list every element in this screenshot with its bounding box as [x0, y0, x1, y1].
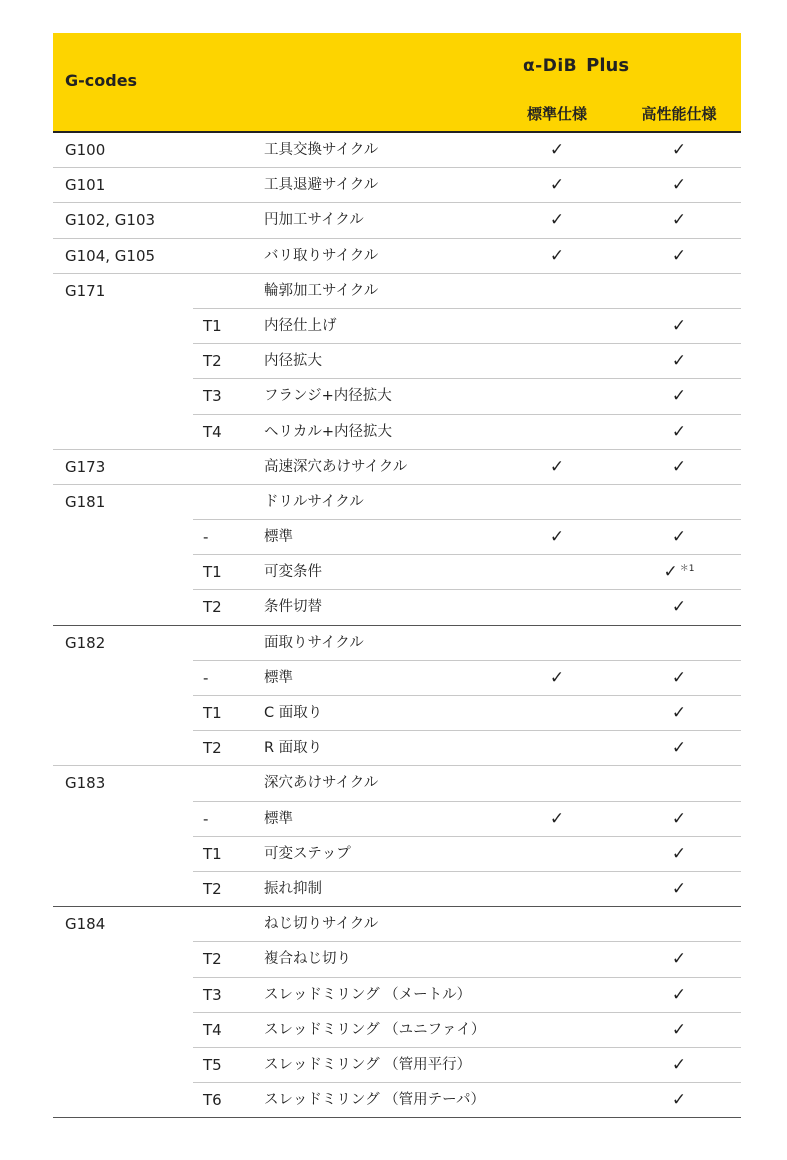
check-mark: ✓ — [671, 421, 687, 442]
standard-check-cell: ✓ — [549, 245, 565, 266]
cycle-name-cell: 深穴あけサイクル — [264, 775, 379, 792]
table-row — [53, 415, 741, 450]
standard-check-cell — [523, 485, 591, 520]
check-mark: ✓ — [671, 808, 687, 829]
high-performance-check-cell — [633, 415, 725, 450]
type-cell: T6 — [203, 1091, 222, 1110]
type-cell: T1 — [203, 844, 222, 863]
type-cell: T2 — [203, 598, 222, 617]
high-performance-check-cell — [633, 802, 725, 837]
high-performance-check-cell — [633, 731, 725, 766]
cycle-name-cell: スレッドミリング （ユニファイ） — [264, 1021, 486, 1038]
cycle-name-cell: R 面取り — [264, 740, 323, 757]
high-performance-check-cell — [633, 274, 725, 309]
check-mark: ✓ — [671, 386, 687, 407]
cycle-name-cell: 輪郭加工サイクル — [264, 282, 379, 299]
table-row — [53, 203, 741, 238]
table-row — [53, 802, 741, 837]
table-row — [53, 661, 741, 696]
type-cell: T1 — [203, 316, 222, 335]
check-mark: ✓ — [671, 210, 687, 231]
table-row — [53, 1083, 741, 1118]
standard-check-cell — [523, 555, 591, 590]
check-mark: ✓ — [671, 1090, 687, 1111]
standard-check-cell — [523, 1048, 591, 1083]
table-row — [53, 942, 741, 977]
cycle-name-cell: 内径拡大 — [264, 353, 322, 370]
standard-check-cell — [523, 626, 591, 661]
check-mark: ✓ — [671, 175, 687, 196]
check-mark: ✓ — [671, 949, 687, 970]
cycle-name-cell: 工具交換サイクル — [264, 142, 379, 158]
table-row — [53, 485, 741, 520]
table-row — [53, 590, 741, 625]
high-performance-check-cell — [633, 696, 725, 731]
table-row — [53, 978, 741, 1013]
cycle-name-cell: 条件切替 — [264, 599, 322, 616]
high-performance-check-cell — [633, 837, 725, 872]
high-performance-check-cell — [633, 133, 725, 168]
check-mark: ✓ — [671, 878, 687, 899]
high-performance-check-cell — [633, 309, 725, 344]
cycle-name-cell: ねじ切りサイクル — [264, 916, 379, 933]
gcode-cell: G173 — [65, 457, 106, 476]
type-cell: - — [203, 668, 209, 687]
cycle-name-cell: バリ取りサイクル — [264, 247, 379, 264]
check-mark: ✓ — [671, 351, 687, 372]
table-row — [53, 1013, 741, 1048]
check-mark: ✓ — [671, 527, 687, 548]
cycle-name-cell: C 面取り — [264, 705, 323, 721]
check-mark: ✓ — [671, 703, 687, 723]
table-row — [53, 239, 741, 274]
cycle-name-cell: 高速深穴あけサイクル — [264, 458, 408, 475]
high-performance-check-cell — [633, 555, 725, 590]
product-name — [523, 55, 629, 76]
table-row — [53, 344, 741, 379]
table-row — [53, 168, 741, 203]
type-cell: T5 — [203, 1055, 222, 1074]
type-cell: T4 — [203, 1020, 222, 1039]
standard-check-cell — [523, 942, 591, 977]
standard-check-cell — [523, 344, 591, 379]
cycle-name-cell: スレッドミリング （メートル） — [264, 986, 472, 1003]
check-mark: ✓ — [671, 843, 687, 864]
gcode-cell: G102, G103 — [65, 211, 156, 230]
standard-check-cell — [523, 379, 591, 414]
table-header — [53, 33, 741, 133]
type-cell: T4 — [203, 422, 222, 441]
standard-check-cell — [523, 415, 591, 450]
standard-check-cell: ✓ — [549, 456, 565, 477]
type-cell: T1 — [203, 563, 222, 582]
table-row — [53, 133, 741, 168]
high-performance-check-cell — [633, 450, 725, 485]
cycle-name-cell: 標準 — [264, 669, 293, 686]
table-row — [53, 555, 741, 590]
gcode-cell: G181 — [65, 492, 106, 511]
high-performance-check-cell — [633, 379, 725, 414]
table-row — [53, 907, 741, 942]
type-cell: T2 — [203, 879, 222, 898]
high-performance-check-cell — [633, 520, 725, 555]
high-performance-check-cell — [633, 626, 725, 661]
high-performance-check-cell — [633, 907, 725, 942]
table-row — [53, 696, 741, 731]
cycle-name-cell: 振れ抑制 — [264, 880, 322, 897]
check-mark: ✓ — [671, 245, 687, 266]
high-performance-check-cell — [633, 661, 725, 696]
check-mark: ✓ — [671, 1054, 687, 1075]
standard-check-cell — [523, 872, 591, 907]
cycle-name-cell: 面取りサイクル — [264, 634, 364, 651]
high-performance-check-cell — [633, 766, 725, 801]
standard-check-cell — [523, 731, 591, 766]
check-mark: ✓ — [671, 456, 687, 477]
standard-check-cell — [523, 978, 591, 1013]
gcode-cell: G184 — [65, 915, 106, 934]
check-mark: ✓ — [671, 315, 687, 336]
high-performance-check-cell — [633, 872, 725, 907]
high-performance-check-cell — [633, 168, 725, 203]
check-mark: ✓ — [671, 1019, 687, 1040]
table-body — [53, 133, 741, 1118]
gcode-cell: G100 — [65, 141, 106, 159]
gcode-cell: G171 — [65, 281, 106, 300]
standard-check-cell: ✓ — [549, 527, 565, 548]
type-cell: T2 — [203, 352, 222, 371]
standard-check-cell: ✓ — [549, 175, 565, 196]
type-cell: T3 — [203, 985, 222, 1004]
cycle-name-cell: 円加工サイクル — [264, 212, 364, 229]
table-row — [53, 731, 741, 766]
table-row — [53, 379, 741, 414]
cycle-name-cell: スレッドミリング （管用テーパ） — [264, 1092, 485, 1109]
high-performance-check-cell — [633, 344, 725, 379]
standard-check-cell — [523, 590, 591, 625]
standard-check-cell — [523, 766, 591, 801]
type-cell: T2 — [203, 739, 222, 758]
standard-check-cell: ✓ — [549, 667, 565, 688]
high-performance-check-cell — [633, 978, 725, 1013]
gcode-cell: G182 — [65, 633, 106, 652]
table-row — [53, 872, 741, 907]
check-mark: ✓ — [671, 738, 687, 759]
high-performance-check-cell — [633, 1013, 725, 1048]
check-mark: ✓ — [671, 597, 687, 618]
product-logo: α-DiB — [523, 55, 578, 76]
cycle-name-cell: スレッドミリング （管用平行） — [264, 1056, 472, 1073]
gcode-spec-table — [53, 33, 741, 1118]
high-performance-check-cell — [633, 239, 725, 274]
table-row — [53, 837, 741, 872]
table-row — [53, 309, 741, 344]
gcodes-column-header: G-codes — [65, 71, 138, 90]
standard-check-cell: ✓ — [549, 210, 565, 231]
cycle-name-cell: 標準 — [264, 810, 293, 827]
type-cell: T3 — [203, 387, 222, 406]
check-mark: ✓ — [663, 562, 678, 583]
standard-check-cell — [523, 696, 591, 731]
check-mark: ✓ — [671, 140, 687, 160]
standard-check-cell — [523, 274, 591, 309]
type-cell: - — [203, 809, 209, 828]
high-performance-check-cell — [633, 590, 725, 625]
type-cell: - — [203, 528, 209, 547]
standard-check-cell — [523, 907, 591, 942]
standard-check-cell — [523, 837, 591, 872]
table-row — [53, 1048, 741, 1083]
product-suffix: Plus — [586, 55, 630, 76]
cycle-name-cell: 工具退避サイクル — [264, 177, 379, 194]
standard-check-cell — [523, 1083, 591, 1118]
standard-check-cell — [523, 1013, 591, 1048]
gcode-cell: G183 — [65, 774, 106, 793]
high-performance-check-cell — [633, 1083, 725, 1118]
high-performance-spec-column-header: 高性能仕様 — [641, 105, 717, 123]
type-cell: T1 — [203, 704, 222, 722]
check-mark: ✓ — [671, 984, 687, 1005]
cycle-name-cell: 可変条件 — [264, 564, 322, 581]
high-performance-check-cell — [633, 1048, 725, 1083]
table-row — [53, 626, 741, 661]
cycle-name-cell: フランジ+内径拡大 — [264, 388, 392, 405]
standard-check-cell: ✓ — [549, 140, 565, 160]
table-row — [53, 274, 741, 309]
high-performance-check-cell — [633, 942, 725, 977]
cycle-name-cell: 内径仕上げ — [264, 317, 337, 334]
standard-check-cell: ✓ — [549, 808, 565, 829]
footnote-marker: ＊1 — [679, 563, 695, 574]
cycle-name-cell: ヘリカル+内径拡大 — [264, 423, 393, 440]
type-cell: T2 — [203, 950, 222, 969]
high-performance-check-cell — [633, 485, 725, 520]
standard-spec-column-header: 標準仕様 — [526, 105, 587, 123]
table-row — [53, 450, 741, 485]
gcode-cell: G101 — [65, 176, 106, 195]
cycle-name-cell: ドリルサイクル — [264, 493, 364, 510]
standard-check-cell — [523, 309, 591, 344]
cycle-name-cell: 標準 — [264, 529, 293, 546]
table-row — [53, 520, 741, 555]
table-row — [53, 766, 741, 801]
cycle-name-cell: 複合ねじ切り — [264, 951, 351, 968]
gcode-cell: G104, G105 — [65, 246, 156, 265]
cycle-name-cell: 可変ステップ — [264, 845, 351, 862]
check-mark: ✓ — [671, 667, 687, 688]
high-performance-check-cell — [633, 203, 725, 238]
